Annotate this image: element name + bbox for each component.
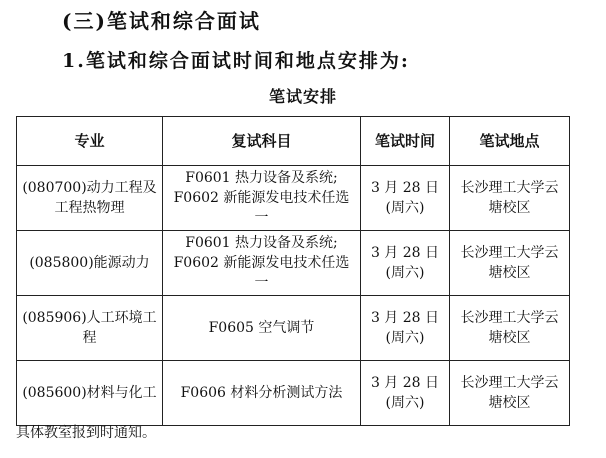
exam-weekday: (周六) (385, 265, 425, 281)
exam-time-cell (361, 296, 450, 361)
exam-date: 3 月 28 日 (370, 375, 440, 391)
exam-date: 3 月 28 日 (370, 310, 440, 326)
table-header-row (17, 117, 570, 166)
subjects-cell (163, 296, 361, 361)
table-row (17, 166, 570, 231)
major-cell: (085906)人工环境工程 (17, 296, 163, 361)
exam-date: 3 月 28 日 (370, 180, 440, 196)
exam-weekday: (周六) (385, 330, 425, 346)
exam-location-cell: 长沙理工大学云塘校区 (450, 296, 570, 361)
exam-weekday: (周六) (385, 200, 425, 216)
major-cell: (085600)材料与化工 (17, 361, 163, 426)
exam-location-cell: 长沙理工大学云塘校区 (450, 231, 570, 296)
exam-time-cell (361, 361, 450, 426)
section-heading: (三)笔试和综合面试 (62, 9, 261, 33)
subject-line: F0605 空气调节 (208, 320, 315, 336)
subject-line: F0602 新能源发电技术任选一 (173, 255, 350, 291)
header-exam-location: 笔试地点 (450, 117, 570, 166)
subject-line: F0602 新能源发电技术任选一 (173, 190, 350, 226)
table-row (17, 296, 570, 361)
footer-note: 具体教室报到时通知。 (16, 425, 156, 441)
header-exam-time: 笔试时间 (361, 117, 450, 166)
subsection-heading: 1.笔试和综合面试时间和地点安排为: (62, 50, 410, 72)
exam-location-cell: 长沙理工大学云塘校区 (450, 361, 570, 426)
exam-weekday: (周六) (385, 395, 425, 411)
subjects-cell (163, 166, 361, 231)
exam-location-cell: 长沙理工大学云塘校区 (450, 166, 570, 231)
table-row (17, 231, 570, 296)
exam-time-cell (361, 231, 450, 296)
subject-line: F0601 热力设备及系统; (185, 235, 338, 251)
exam-schedule-table (16, 116, 570, 426)
subject-line: F0606 材料分析测试方法 (180, 385, 343, 401)
major-cell: (080700)动力工程及工程热物理 (17, 166, 163, 231)
exam-time-cell (361, 166, 450, 231)
subjects-cell (163, 231, 361, 296)
table-row (17, 361, 570, 426)
exam-date: 3 月 28 日 (370, 245, 440, 261)
subject-line: F0601 热力设备及系统; (185, 170, 338, 186)
header-major: 专业 (17, 117, 163, 166)
subjects-cell (163, 361, 361, 426)
table-caption: 笔试安排 (268, 87, 337, 106)
header-subjects: 复试科目 (163, 117, 361, 166)
major-cell: (085800)能源动力 (17, 231, 163, 296)
